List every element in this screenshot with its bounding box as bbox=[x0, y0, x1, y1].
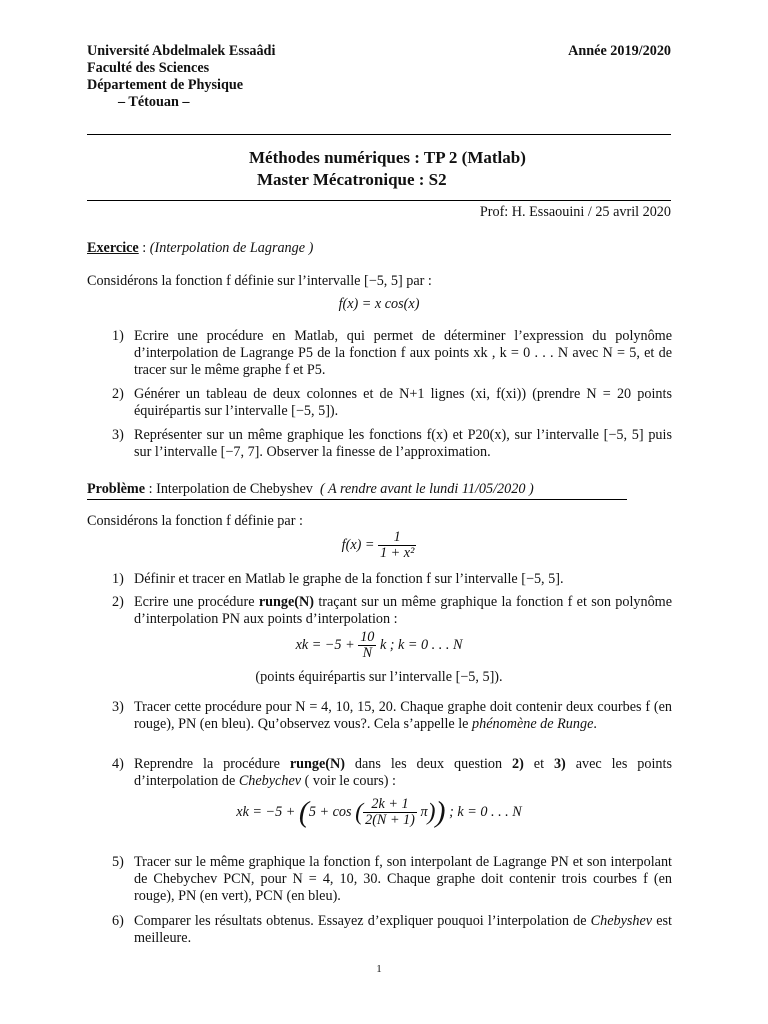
runge-function-name: runge(N) bbox=[289, 756, 345, 772]
probleme-deadline: ( A rendre avant le lundi 11/05/2020 ) bbox=[320, 481, 534, 497]
university-name: Université Abdelmalek Essaâdi bbox=[87, 43, 276, 59]
probleme-item-1 bbox=[112, 571, 672, 588]
eq4-inner: 5 + cos bbox=[308, 803, 352, 820]
item-text-e: ( voir le cours) : bbox=[301, 773, 396, 789]
chebychev-points-formula bbox=[87, 797, 671, 828]
formula-fraction bbox=[378, 530, 416, 561]
academic-year: Année 2019/2020 bbox=[568, 43, 671, 59]
probleme-label: Problème bbox=[87, 481, 146, 497]
exercice-colon: : bbox=[138, 240, 150, 256]
item-number: 5) bbox=[112, 854, 124, 870]
exercice-label: Exercice bbox=[87, 240, 139, 256]
item-number: 3) bbox=[112, 699, 124, 715]
prof-line: Prof: H. Essaouini / 25 avril 2020 bbox=[479, 204, 671, 220]
exercice-item-2 bbox=[112, 386, 672, 420]
item-number: 1) bbox=[112, 571, 124, 587]
question-ref-2: 2) bbox=[512, 756, 524, 772]
formula-numerator: 1 bbox=[393, 529, 401, 545]
close-paren-inner: ) bbox=[427, 799, 436, 826]
item-text-c: et bbox=[523, 756, 554, 772]
equispaced-points-formula bbox=[87, 630, 671, 661]
item-text-d: avec les points d’interpolation de bbox=[134, 756, 672, 789]
runge-phenomenon: phénomène de Runge bbox=[472, 716, 594, 732]
probleme-formula bbox=[87, 530, 671, 561]
item-text-b: . bbox=[593, 716, 597, 732]
item-text-a: Comparer les résultats obtenus. Essayez d’expliquer pouquoi l’interpolation de bbox=[134, 913, 591, 929]
item-text bbox=[134, 756, 672, 790]
probleme-subtitle: Interpolation de Chebyshev bbox=[156, 481, 313, 497]
eq4-rhs: ; k = 0 . . . N bbox=[449, 803, 522, 820]
eq2-numerator: 10 bbox=[360, 629, 375, 645]
item-text: Représenter sur un même graphique les fonctions f(x) et P20(x), sur l’intervalle [−5, 5] puis sur l’intervalle [−7, 7]. Observer la finesse de l’approximation. bbox=[134, 427, 672, 460]
close-paren: ) bbox=[435, 795, 446, 829]
item-number: 6) bbox=[112, 913, 124, 929]
item-text-b: dans les deux question bbox=[344, 756, 513, 772]
question-ref-3: 3) bbox=[553, 756, 566, 772]
item-number: 4) bbox=[112, 756, 124, 772]
item-text bbox=[134, 913, 672, 947]
item-text bbox=[134, 699, 672, 733]
item-text-b: traçant sur un même graphique la fonction f et son polynôme d’interpolation PN aux points d’interpolation : bbox=[134, 594, 672, 627]
title-line1: Méthodes numériques : TP 2 (Matlab) bbox=[249, 148, 526, 167]
faculty-name: Faculté des Sciences bbox=[87, 60, 210, 76]
probleme-colon: : bbox=[145, 481, 157, 497]
page-number: 1 bbox=[376, 963, 382, 975]
city-name: – Tétouan – bbox=[118, 94, 190, 110]
eq4-pi: π bbox=[420, 803, 428, 820]
item-text: Tracer sur le même graphique la fonction f, son interpolant de Lagrange PN et son interpolant de Chebychev PCN, pour N = 4, 10, 30. Chaque graphe doit contenir trois courbes f (en rouge), PN (en vert), PCN (en bleu). bbox=[134, 854, 672, 904]
probleme-item-3 bbox=[112, 699, 672, 733]
probleme-heading bbox=[87, 481, 627, 500]
chebyshev-name: Chebyshev bbox=[590, 913, 653, 929]
item-number: 2) bbox=[112, 386, 124, 402]
exercice-item-3 bbox=[112, 427, 672, 461]
item-number: 1) bbox=[112, 328, 124, 344]
top-rule bbox=[87, 134, 671, 135]
eq4-denominator: 2(N + 1) bbox=[365, 812, 415, 828]
formula-lhs: f(x) = bbox=[341, 536, 375, 553]
item-text-b: est meilleure. bbox=[134, 913, 672, 946]
item-text-a: Ecrire une procédure bbox=[134, 594, 259, 610]
exercice-item-1 bbox=[112, 328, 672, 379]
open-paren: ( bbox=[298, 795, 309, 829]
probleme-intro: Considérons la fonction f définie par : bbox=[87, 513, 303, 529]
exercice-formula: f(x) = x cos(x) bbox=[338, 296, 420, 312]
item-text: Générer un tableau de deux colonnes et de N+1 lignes (xi, f(xi)) (prendre N = 20 points équirépartis sur l’intervalle [−5, 5]). bbox=[134, 386, 672, 419]
eq2-lhs: xk = −5 + bbox=[295, 636, 355, 653]
probleme-item-6 bbox=[112, 913, 672, 947]
item-text bbox=[134, 594, 672, 628]
equispaced-note: (points équirépartis sur l’intervalle [−5, 5]). bbox=[255, 669, 503, 685]
department-name: Département de Physique bbox=[87, 77, 244, 93]
eq4-fraction bbox=[363, 797, 417, 828]
item-text: Définir et tracer en Matlab le graphe de la fonction f sur l’intervalle [−5, 5]. bbox=[134, 571, 564, 587]
title-line2: Master Mécatronique : S2 bbox=[257, 170, 447, 189]
item-text-a: Tracer cette procédure pour N = 4, 10, 15, 20. Chaque graphe doit contenir deux courbes f (en rouge), PN (en bleu). Qu’observez vous?. Cela s’appelle le bbox=[134, 699, 672, 732]
item-text-a: Reprendre la procédure bbox=[134, 756, 290, 772]
eq2-fraction bbox=[358, 630, 376, 661]
open-paren-inner: ( bbox=[355, 799, 364, 826]
exercice-subtitle: (Interpolation de Lagrange ) bbox=[149, 240, 314, 256]
probleme-item-4 bbox=[112, 756, 672, 790]
item-number: 3) bbox=[112, 427, 124, 443]
eq4-numerator: 2k + 1 bbox=[371, 796, 409, 812]
item-text: Ecrire une procédure en Matlab, qui permet de déterminer l’expression du polynôme d’interpolation de Lagrange P5 de la fonction f aux points xk , k = 0 . . . N avec N = 5, et de tracer sur le même graphe f et P5. bbox=[134, 328, 672, 378]
exercice-heading bbox=[87, 240, 313, 257]
exercice-intro: Considérons la fonction f définie sur l’intervalle [−5, 5] par : bbox=[87, 273, 432, 289]
probleme-item-2 bbox=[112, 594, 672, 628]
eq4-lhs: xk = −5 + bbox=[236, 803, 296, 820]
eq2-rhs: k ; k = 0 . . . N bbox=[379, 636, 463, 653]
probleme-item-5 bbox=[112, 854, 672, 905]
runge-function-name: runge(N) bbox=[258, 594, 314, 610]
chebychev-name: Chebychev bbox=[238, 773, 302, 789]
eq2-denominator: N bbox=[358, 645, 376, 661]
item-number: 2) bbox=[112, 594, 124, 610]
title-rule bbox=[87, 200, 671, 201]
formula-denominator: 1 + x² bbox=[380, 545, 415, 561]
